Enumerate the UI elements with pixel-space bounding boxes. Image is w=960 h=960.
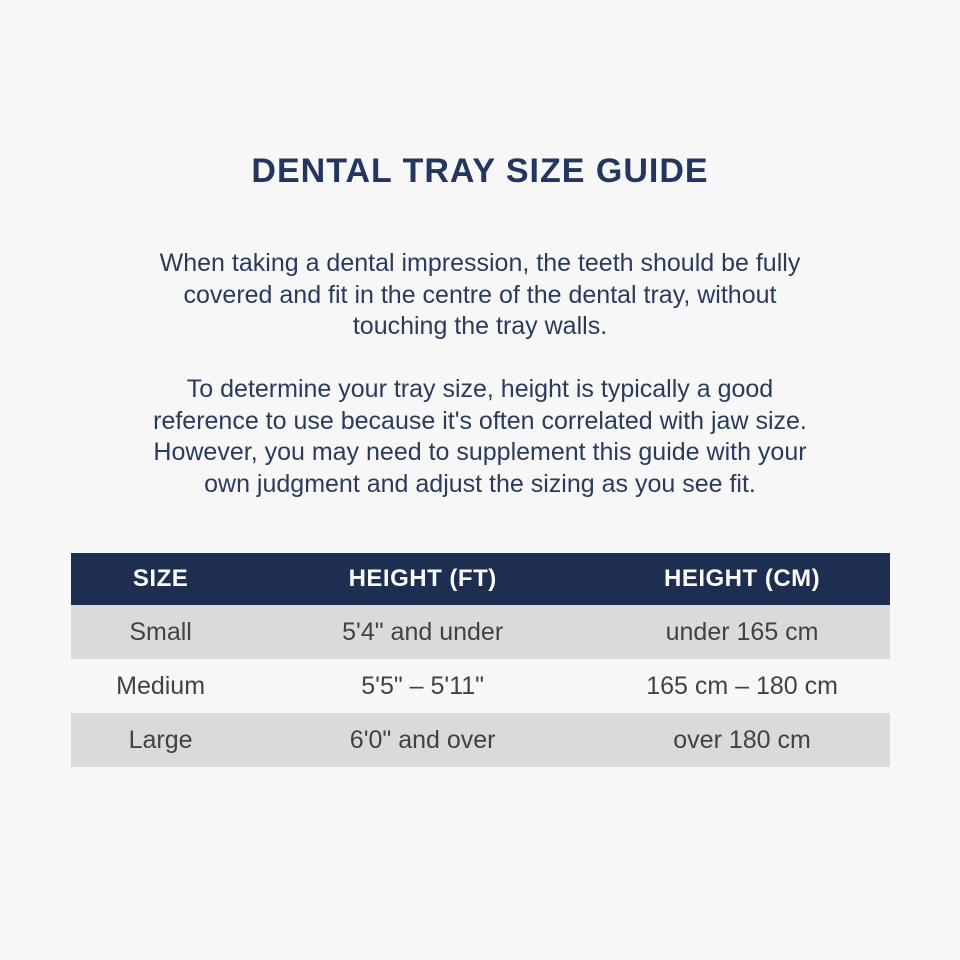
cell-large-height-cm: over 180 cm xyxy=(595,713,890,767)
table-row-medium xyxy=(71,659,890,713)
table-row-small xyxy=(71,605,890,659)
intro-paragraph-2-line-2: reference to use because it's often correlated with jaw size. xyxy=(153,406,807,435)
cell-medium-size: Medium xyxy=(71,659,251,713)
intro-paragraph-2-line-1: To determine your tray size, height is typically a good xyxy=(186,375,774,403)
cell-small-height-ft: 5'4" and under xyxy=(251,605,595,659)
page-title: DENTAL TRAY SIZE GUIDE xyxy=(251,152,709,190)
header-cell-size: SIZE xyxy=(71,553,251,605)
intro-paragraph-2 xyxy=(80,374,880,500)
cell-medium-height-ft: 5'5" – 5'11" xyxy=(251,659,595,713)
intro-paragraph-1-line-1: When taking a dental impression, the teeth should be fully xyxy=(159,249,801,277)
header-cell-height-ft: HEIGHT (FT) xyxy=(251,553,595,605)
size-table-header-row xyxy=(71,553,890,605)
intro-paragraph-1-line-3: touching the tray walls. xyxy=(352,312,608,340)
size-table xyxy=(71,553,890,767)
intro-paragraph-1 xyxy=(80,248,880,343)
intro-paragraph-1-line-2: covered and fit in the centre of the dental tray, without xyxy=(183,280,777,309)
cell-large-height-ft: 6'0" and over xyxy=(251,713,595,767)
cell-small-size: Small xyxy=(71,605,251,659)
header-cell-height-cm: HEIGHT (CM) xyxy=(595,553,890,605)
cell-large-size: Large xyxy=(71,713,251,767)
intro-paragraph-2-line-3: However, you may need to supplement this guide with your xyxy=(153,438,807,466)
table-row-large xyxy=(71,713,890,767)
intro-paragraph-2-line-4: own judgment and adjust the sizing as you see fit. xyxy=(204,469,756,498)
cell-small-height-cm: under 165 cm xyxy=(595,605,890,659)
cell-medium-height-cm: 165 cm – 180 cm xyxy=(595,659,890,713)
